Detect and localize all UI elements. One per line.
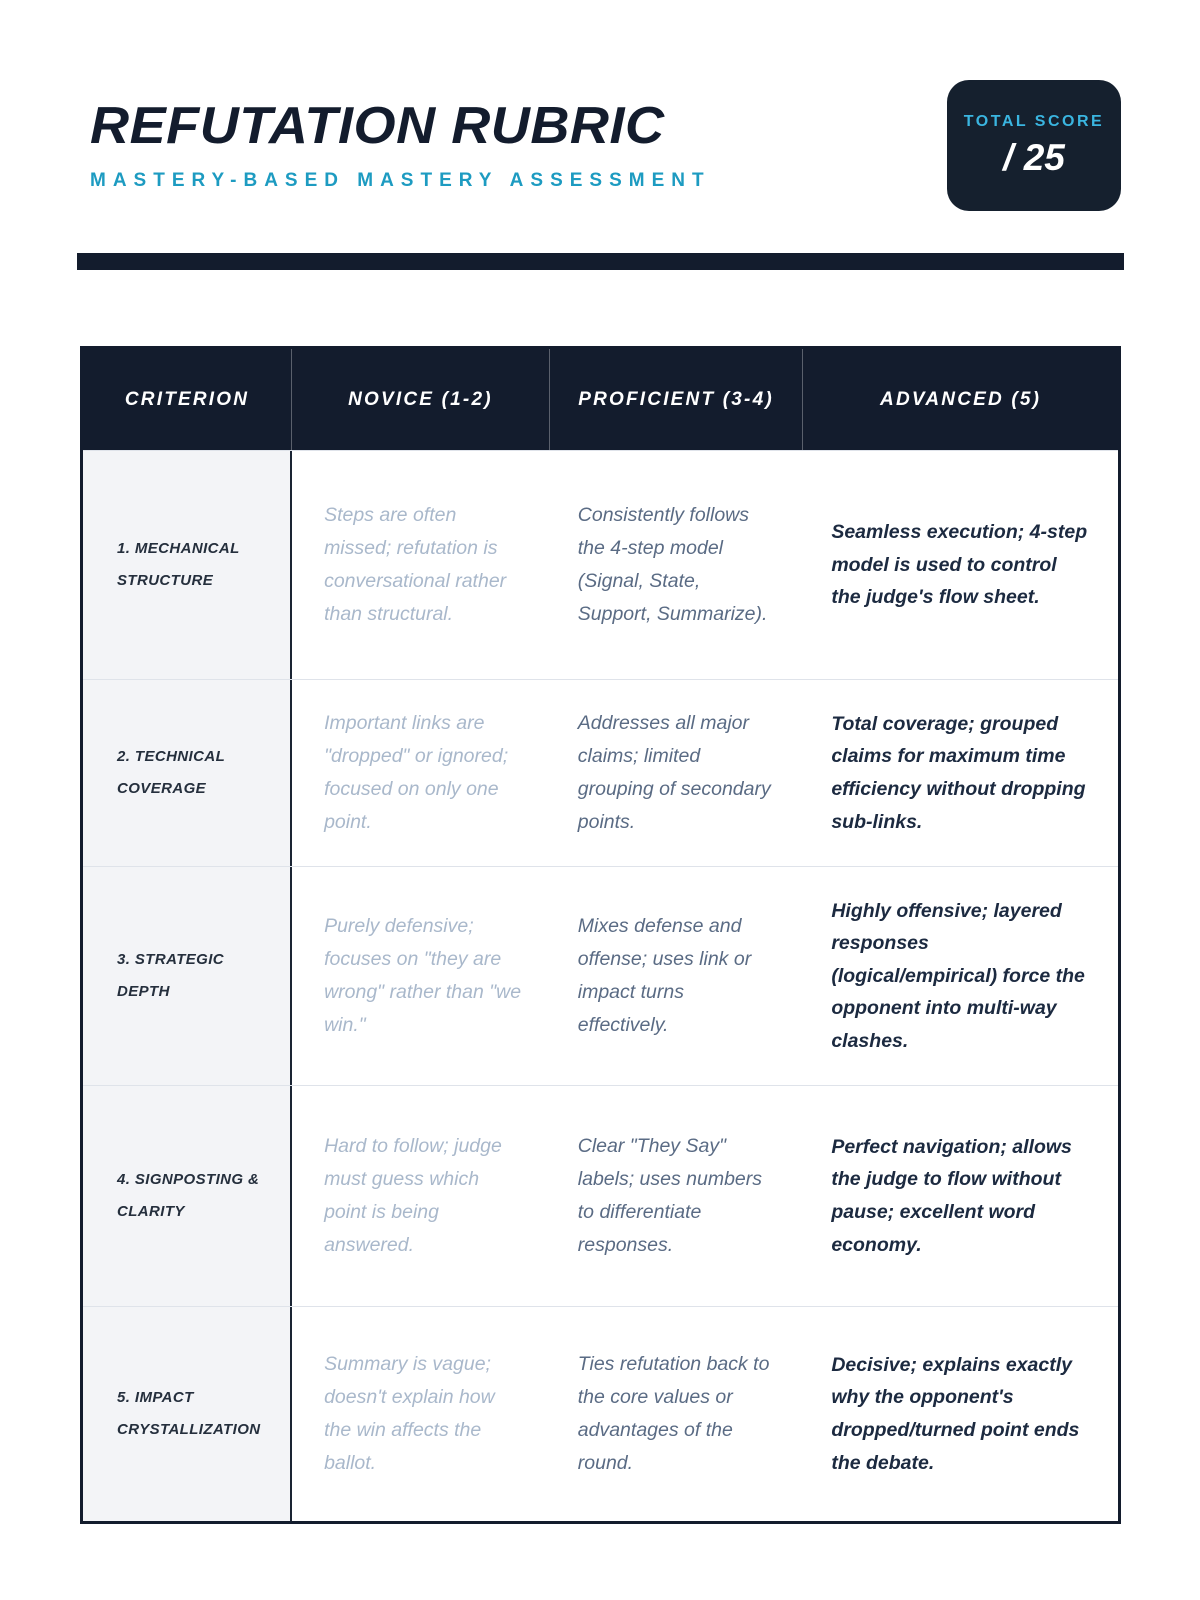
proficient-cell: Consistently follows the 4-step model (Signal, State, Support, Summarize). bbox=[577, 503, 768, 626]
header-cell-criterion: CRITERION bbox=[83, 349, 292, 450]
advanced-cell: Decisive; explains exactly why the opponent's dropped/turned point ends the debate. bbox=[831, 1353, 1080, 1474]
table-row bbox=[83, 866, 1118, 1085]
total-score-box bbox=[947, 80, 1121, 211]
advanced-cell: Highly offensive; layered responses (logical/empirical) force the opponent into multi-way clashes. bbox=[831, 899, 1085, 1052]
table-header-row bbox=[83, 349, 1118, 450]
novice-cell: Important links are "dropped" or ignored; focused on only one point. bbox=[324, 711, 509, 834]
novice-cell: Hard to follow; judge must guess which point is being answered. bbox=[324, 1134, 502, 1257]
novice-cell: Steps are often missed; refutation is conversational rather than structural. bbox=[324, 503, 507, 626]
header-cell-novice: NOVICE (1-2) bbox=[292, 349, 550, 450]
criterion-cell: 1. MECHANICAL STRUCTURE bbox=[83, 451, 292, 679]
page-header bbox=[90, 96, 910, 192]
novice-cell: Summary is vague; doesn't explain how the win affects the ballot. bbox=[324, 1352, 495, 1475]
proficient-cell: Clear "They Say" labels; uses numbers to differentiate responses. bbox=[577, 1134, 763, 1257]
page-subtitle: MASTERY-BASED MASTERY ASSESSMENT bbox=[90, 170, 711, 191]
table-row bbox=[83, 679, 1118, 866]
page-title: REFUTATION RUBRIC bbox=[90, 97, 665, 155]
table-row bbox=[83, 1306, 1118, 1521]
proficient-cell: Mixes defense and offense; uses link or impact turns effectively. bbox=[577, 914, 752, 1037]
table-row bbox=[83, 450, 1118, 679]
table-row bbox=[83, 1085, 1118, 1306]
criterion-cell: 2. TECHNICAL COVERAGE bbox=[83, 680, 292, 866]
header-divider-bar bbox=[77, 253, 1124, 270]
advanced-cell: Total coverage; grouped claims for maximum time efficiency without dropping sub-links. bbox=[831, 712, 1086, 833]
advanced-cell: Seamless execution; 4-step model is used to control the judge's flow sheet. bbox=[831, 521, 1088, 609]
criterion-cell: 5. IMPACT CRYSTALLIZATION bbox=[83, 1307, 292, 1521]
total-score-value: / 25 bbox=[1003, 136, 1065, 178]
proficient-cell: Ties refutation back to the core values or advantages of the round. bbox=[577, 1352, 770, 1475]
rubric-table bbox=[80, 346, 1121, 1524]
total-score-label: TOTAL SCORE bbox=[963, 112, 1105, 130]
novice-cell: Purely defensive; focuses on "they are wrong" rather than "we win." bbox=[324, 914, 522, 1037]
criterion-cell: 4. SIGNPOSTING & CLARITY bbox=[83, 1086, 292, 1306]
header-cell-advanced: ADVANCED (5) bbox=[880, 388, 1042, 410]
advanced-cell: Perfect navigation; allows the judge to flow without pause; excellent word economy. bbox=[831, 1135, 1072, 1256]
proficient-cell: Addresses all major claims; limited grouping of secondary points. bbox=[577, 711, 771, 834]
header-cell-proficient: PROFICIENT (3-4) bbox=[550, 349, 804, 450]
criterion-cell: 3. STRATEGIC DEPTH bbox=[83, 867, 292, 1085]
